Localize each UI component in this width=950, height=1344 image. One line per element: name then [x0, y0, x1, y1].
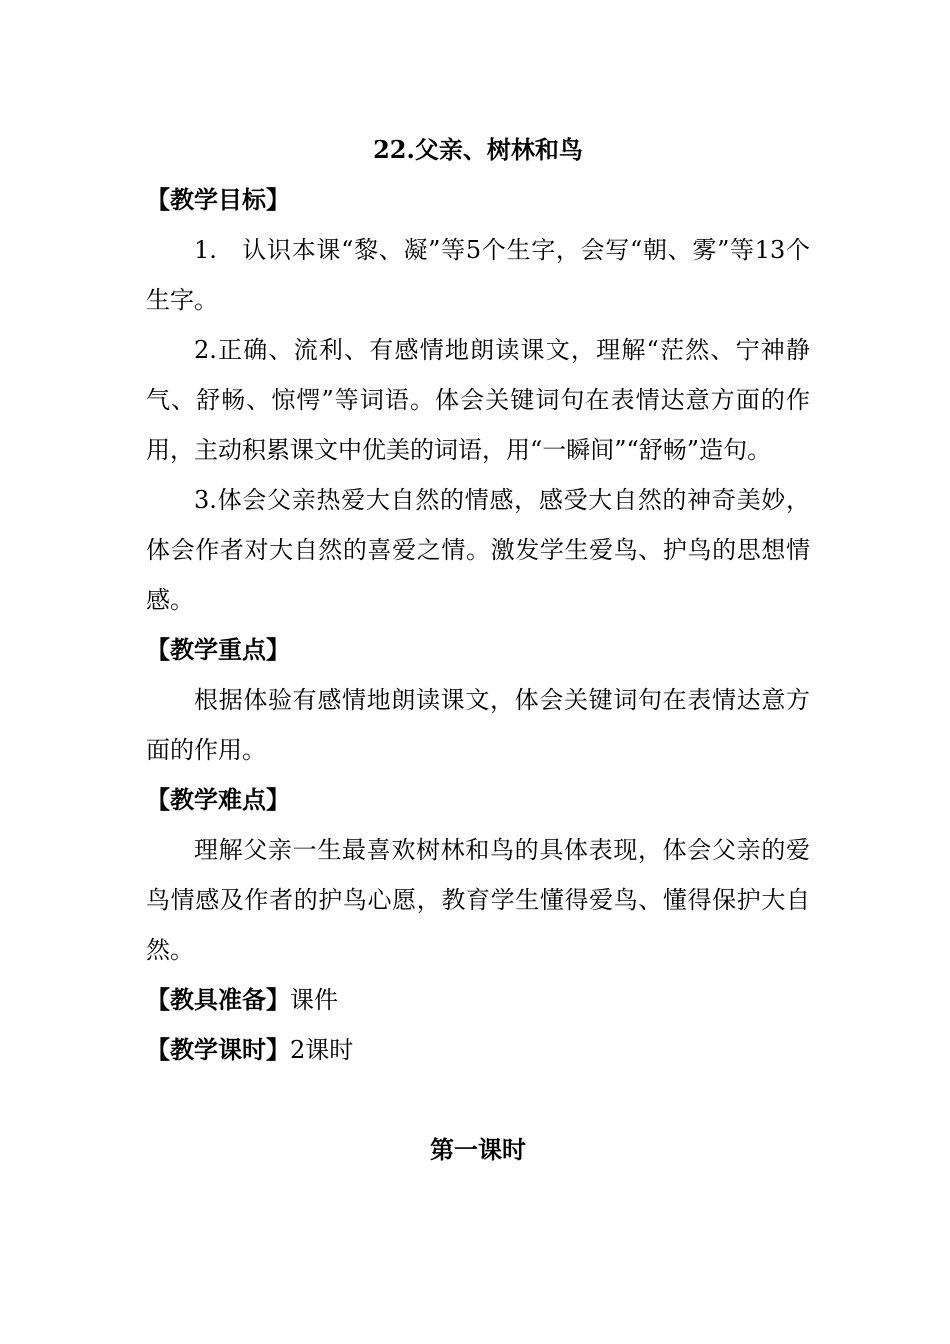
hours-line — [146, 1025, 810, 1075]
tools-heading-label: 【教具准备】 — [146, 985, 290, 1014]
difficulties-text: 理解父亲一生最喜欢树林和鸟的具体表现，体会父亲的爱鸟情感及作者的护鸟心愿，教育学生懂得爱鸟、懂得保护大自然。 — [146, 836, 810, 964]
hours-value: 2课时 — [290, 1036, 354, 1064]
blank-line — [146, 1075, 810, 1125]
key-points-heading-label: 【教学重点】 — [146, 635, 290, 664]
key-points-text: 根据体验有感情地朗读课文，体会关键词句在表情达意方面的作用。 — [146, 686, 810, 764]
difficulties-heading — [146, 775, 810, 825]
goals-heading-label: 【教学目标】 — [146, 185, 290, 214]
page-title: 22.父亲、树林和鸟 — [373, 135, 583, 164]
hours-heading-label: 【教学课时】 — [146, 1035, 290, 1064]
goals-heading — [146, 175, 810, 225]
goal-item-3: 3.体会父亲热爱大自然的情感，感受大自然的神奇美妙，体会作者对大自然的喜爱之情。激发学生爱鸟、护鸟的思想情感。 — [146, 486, 810, 614]
goal-item-1: 1. 认识本课“黎、凝”等5个生字，会写“朝、雾”等13个生字。 — [146, 236, 810, 314]
tools-line — [146, 975, 810, 1025]
document-body — [146, 125, 810, 1175]
difficulties-heading-label: 【教学难点】 — [146, 785, 290, 814]
goal-item-2: 2.正确、流利、有感情地朗读课文，理解“茫然、宁神静气、舒畅、惊愕”等词语。体会关键词句在表情达意方面的作用，主动积累课文中优美的词语，用“一瞬间”“舒畅”造句。 — [146, 336, 810, 464]
lesson-heading: 第一课时 — [430, 1135, 526, 1164]
key-points-heading — [146, 625, 810, 675]
tools-value: 课件 — [290, 986, 338, 1014]
